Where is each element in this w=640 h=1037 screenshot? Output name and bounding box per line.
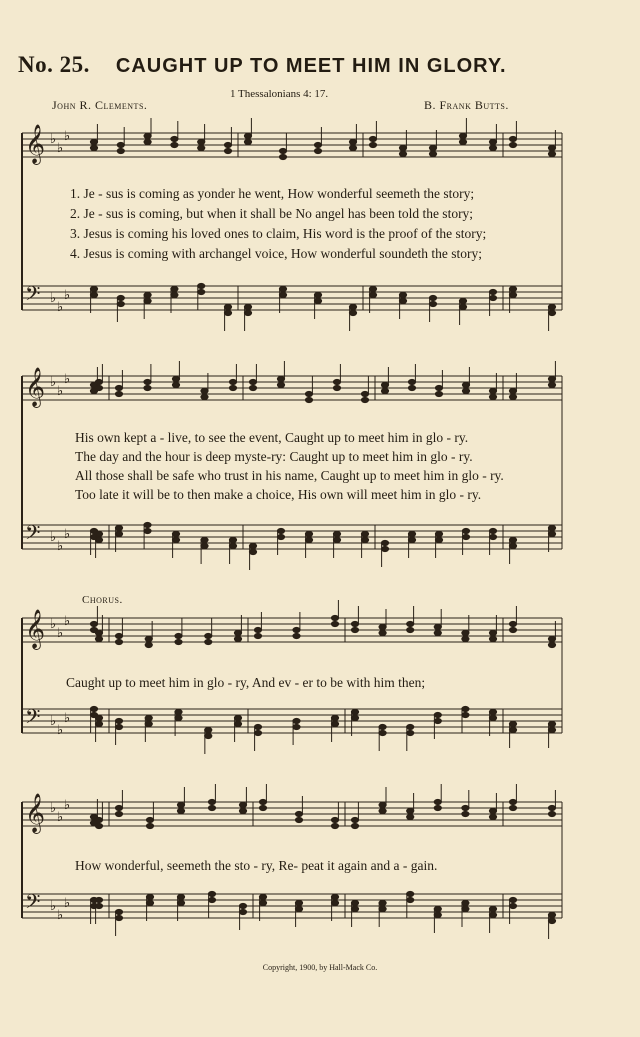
svg-text:♭: ♭ (50, 801, 57, 816)
svg-text:♭: ♭ (64, 711, 71, 726)
svg-text:♭: ♭ (64, 527, 71, 542)
composer-credit: B. Frank Butts. (424, 98, 509, 112)
svg-text:♭: ♭ (64, 129, 71, 144)
svg-text:𝄞: 𝄞 (25, 124, 46, 164)
svg-text:♭: ♭ (64, 372, 71, 387)
verse-2-line-1: 2. Je - sus is coming, but when it shall be No angel has been told the story; (70, 206, 474, 221)
svg-text:𝄢: 𝄢 (25, 282, 41, 310)
svg-text:♭: ♭ (50, 617, 57, 632)
svg-text:𝄢: 𝄢 (25, 705, 41, 733)
svg-text:♭: ♭ (57, 141, 64, 156)
svg-text:♭: ♭ (64, 614, 71, 629)
svg-text:♭: ♭ (50, 132, 57, 147)
hymn-number: No. 25. (18, 52, 90, 77)
svg-text:♭: ♭ (57, 626, 64, 641)
svg-text:♭: ♭ (50, 291, 57, 306)
verse-3-line-2: All those shall be safe who trust in his name, Caught up to meet him in glo - ry. (75, 468, 504, 483)
svg-text:♭: ♭ (50, 530, 57, 545)
svg-text:𝄢: 𝄢 (25, 521, 41, 549)
svg-text:♭: ♭ (64, 896, 71, 911)
svg-text:𝄞: 𝄞 (25, 793, 46, 833)
svg-text:♭: ♭ (57, 908, 64, 923)
svg-text:♭: ♭ (64, 798, 71, 813)
verse-1-line-1: 1. Je - sus is coming as yonder he went, How wonderful seemeth the story; (70, 186, 475, 201)
svg-text:♭: ♭ (57, 539, 64, 554)
verse-4-line-2: Too late it will be to then make a choice, His own will meet him in glo - ry. (75, 487, 482, 502)
copyright-notice: Copyright, 1900, by Hall-Mack Co. (262, 963, 378, 972)
scripture-reference: 1 Thessalonians 4: 17. (230, 88, 329, 100)
svg-text:♭: ♭ (50, 899, 57, 914)
svg-text:♭: ♭ (57, 723, 64, 738)
verse-1-line-2: His own kept a - live, to see the event, Caught up to meet him in glo - ry. (75, 430, 469, 445)
author-credit: John R. Clements. (52, 98, 148, 112)
chorus-line-1: Caught up to meet him in glo - ry, And ev - er to be with him then; (66, 675, 426, 690)
svg-text:♭: ♭ (50, 714, 57, 729)
svg-text:♭: ♭ (57, 384, 64, 399)
svg-text:𝄞: 𝄞 (25, 367, 46, 407)
verse-2-line-2: The day and the hour is deep myste-ry: Caught up to meet him in glo - ry. (75, 449, 473, 464)
svg-text:♭: ♭ (64, 288, 71, 303)
verse-3-line-1: 3. Jesus is coming his loved ones to claim, His word is the proof of the story; (70, 226, 487, 241)
chorus-label: Chorus. (82, 594, 123, 606)
svg-text:♭: ♭ (57, 300, 64, 315)
hymn-name: CAUGHT UP TO MEET HIM IN GLORY. (115, 55, 507, 77)
svg-text:𝄞: 𝄞 (25, 609, 46, 649)
svg-text:𝄢: 𝄢 (25, 890, 41, 918)
svg-text:♭: ♭ (50, 375, 57, 390)
chorus-line-2: How wonderful, seemeth the sto - ry, Re- peat it again and a - gain. (75, 858, 438, 873)
verse-4-line-1: 4. Jesus is coming with archangel voice, How wonderful soundeth the story; (70, 246, 483, 261)
svg-text:♭: ♭ (57, 810, 64, 825)
